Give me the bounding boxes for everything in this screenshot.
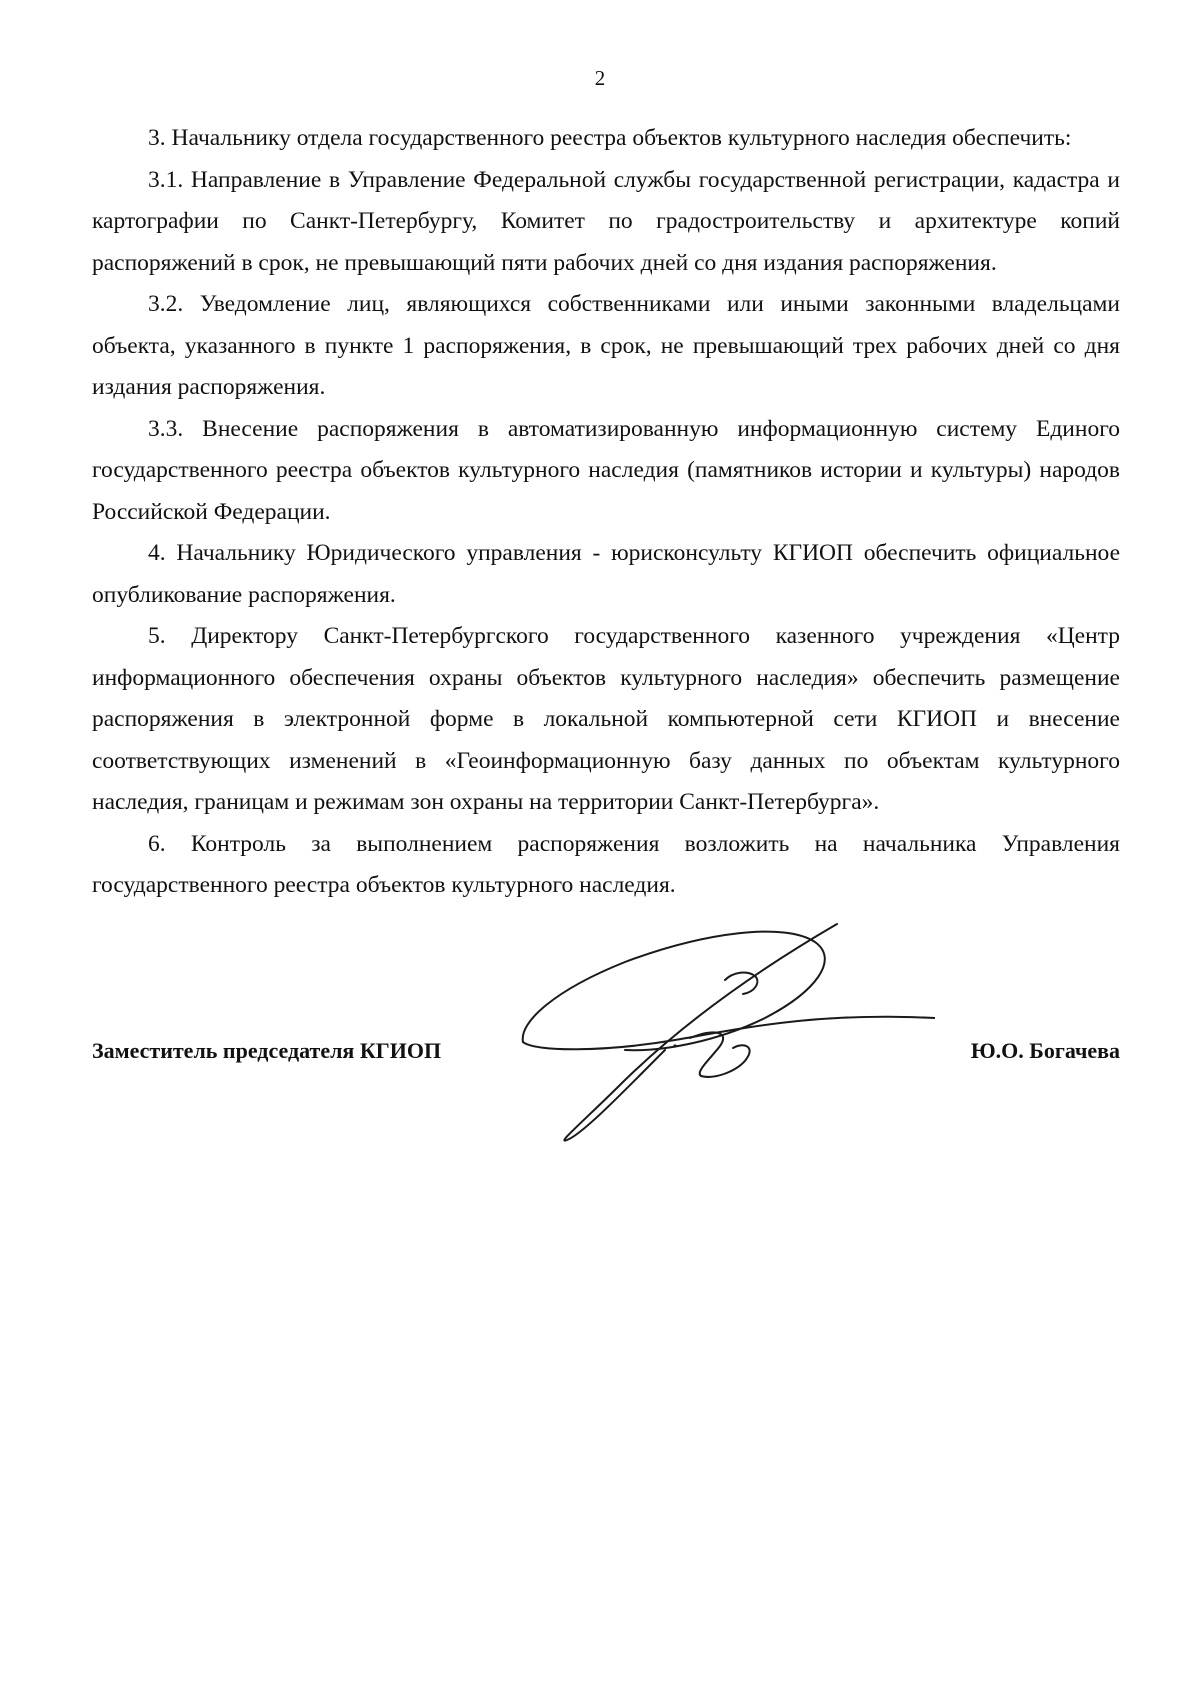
- signatory-name: Ю.О. Богачева: [970, 1038, 1120, 1063]
- signature-block: [92, 1038, 1120, 1078]
- paragraph-5: 5. Директору Санкт-Петербургского государственного казенного учреждения «Центр информационного обеспечения охраны объектов культурного наследия» обеспечить размещение распоряжения в электронной форме в локальной компьютерной сети КГИОП и внесение соответствующих изменений в «Геоинформационную базу данных по объектам культурного наследия, границам и режимам зон охраны на территории Санкт-Петербурга».: [92, 623, 1120, 815]
- paragraph-4: 4. Начальнику Юридического управления - юрисконсульту КГИОП обеспечить официальное опубликование распоряжения.: [92, 540, 1120, 608]
- page-number: 2: [594, 66, 606, 90]
- paragraph-3-2: 3.2. Уведомление лиц, являющихся собственниками или иными законными владельцами объекта, указанного в пункте 1 распоряжения, в срок, не превышающий трех рабочих дней со дня издания распоряжения.: [92, 291, 1120, 400]
- document-body: [92, 118, 1120, 907]
- signatory-title: Заместитель председателя КГИОП: [92, 1038, 442, 1063]
- paragraph-6: 6. Контроль за выполнением распоряжения возложить на начальника Управления государственного реестра объектов культурного наследия.: [92, 830, 1120, 898]
- handwritten-signature: [515, 920, 935, 1150]
- paragraph-3-3: 3.3. Внесение распоряжения в автоматизированную информационную систему Единого государственного реестра объектов культурного наследия (памятников истории и культуры) народов Российской Федерации.: [92, 415, 1120, 525]
- paragraph-3: 3. Начальнику отдела государственного реестра объектов культурного наследия обеспечить:: [148, 125, 1072, 151]
- paragraph-3-1: 3.1. Направление в Управление Федеральной службы государственной регистрации, кадастра и картографии по Санкт-Петербургу, Комитет по градостроительству и архитектуре копий распоряжений в срок, не превышающий пяти рабочих дней со дня издания распоряжения.: [92, 166, 1120, 276]
